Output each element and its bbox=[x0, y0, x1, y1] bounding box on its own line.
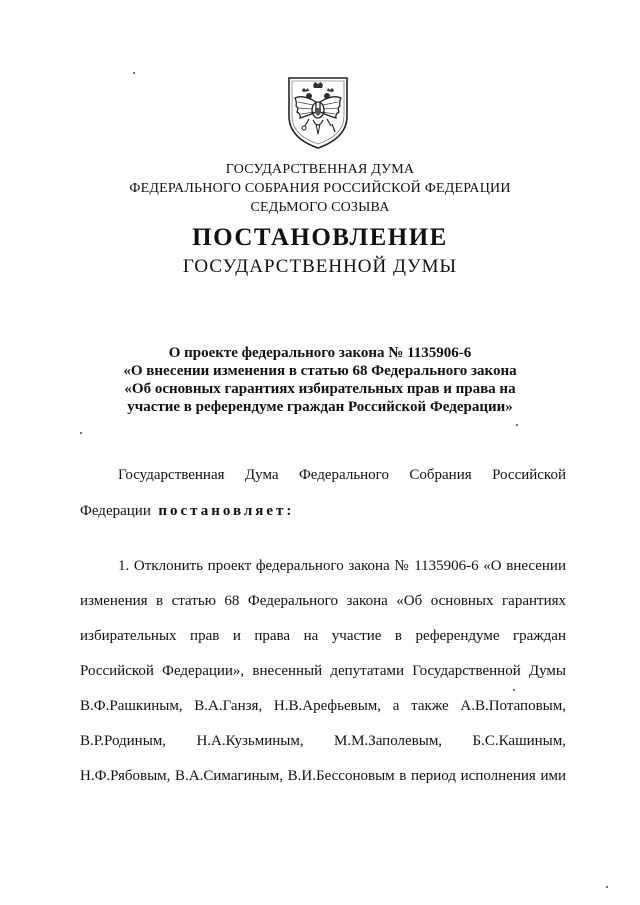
issuer-line-3: СЕДЬМОГО СОЗЫВА bbox=[250, 200, 390, 215]
item1-line-4: Российской Федерации», внесенный депутатами Государственной Думы bbox=[80, 663, 566, 679]
scan-speck bbox=[516, 424, 518, 426]
scan-speck bbox=[80, 432, 82, 434]
scan-speck bbox=[606, 886, 608, 888]
heading-line-4: участие в референдуме граждан Российской Федерации» bbox=[127, 399, 513, 415]
item1-line-7: Н.Ф.Рябовым, В.А.Симагиным, В.И.Бессоновым в период исполнения ими bbox=[80, 768, 566, 784]
heading-line-2: «О внесении изменения в статью 68 Федерального закона bbox=[123, 363, 517, 379]
document-subtitle: ГОСУДАРСТВЕННОЙ ДУМЫ bbox=[182, 256, 458, 277]
issuer-header bbox=[0, 160, 640, 217]
heading-line-3: «Об основных гарантиях избирательных прав и права на bbox=[124, 381, 516, 397]
item1-line-2: изменения в статью 68 Федерального закона «Об основных гарантиях bbox=[80, 593, 566, 609]
scan-speck bbox=[513, 689, 515, 691]
item1-line-3: избирательных прав и права на участие в референдуме граждан bbox=[80, 628, 566, 644]
issuer-line-1: ГОСУДАРСТВЕННАЯ ДУМА bbox=[225, 162, 415, 177]
issuer-line-2: ФЕДЕРАЛЬНОГО СОБРАНИЯ РОССИЙСКОЙ ФЕДЕРАЦИИ bbox=[129, 181, 511, 196]
preamble-line-2-prefix: Федерации bbox=[80, 503, 151, 519]
resolution-heading bbox=[0, 344, 640, 416]
resolves-word: постановляет: bbox=[158, 503, 295, 519]
item1-line-6: В.Р.Родиным, Н.А.Кузьминым, М.М.Заполевым, Б.С.Кашиным, bbox=[80, 733, 566, 749]
document-title: ПОСТАНОВЛЕНИЕ bbox=[192, 224, 448, 251]
item1-line-1: 1. Отклонить проект федерального закона № 1135906-6 «О внесении bbox=[118, 558, 566, 574]
heading-line-1: О проекте федерального закона № 1135906-6 bbox=[168, 345, 472, 361]
preamble-line-2 bbox=[80, 503, 294, 520]
russian-coat-of-arms-icon bbox=[283, 72, 353, 152]
preamble-line-1: Государственная Дума Федерального Собрания Российской bbox=[118, 467, 566, 483]
scan-speck bbox=[133, 72, 135, 74]
item1-line-5: В.Ф.Рашкиным, В.А.Ганзя, Н.В.Арефьевым, а также А.В.Потаповым, bbox=[80, 698, 566, 714]
